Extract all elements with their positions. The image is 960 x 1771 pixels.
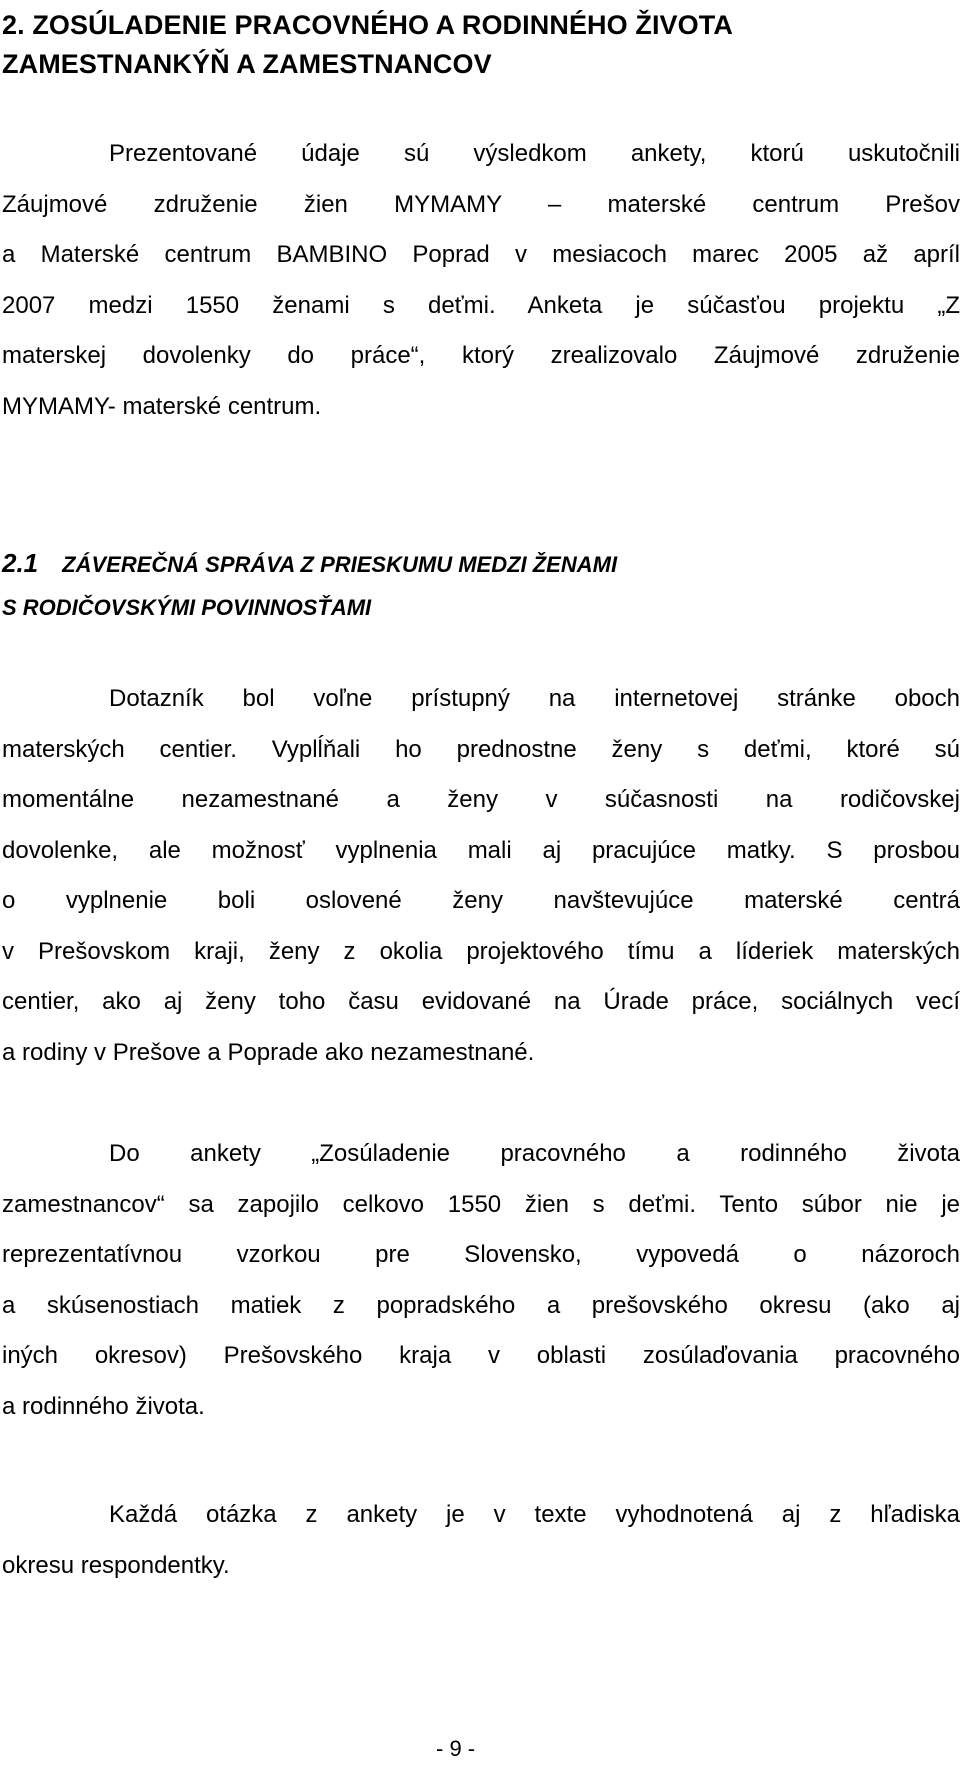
page-number: - 9 - — [436, 1736, 476, 1761]
paragraph-line: a skúsenostiach matiek z popradského a prešovského okresu (ako aj — [2, 1291, 960, 1319]
paragraph-line: zamestnancov“ sa zapojilo celkovo 1550 žien s deťmi. Tento súbor nie je — [2, 1190, 960, 1218]
paragraph-line: centier, ako aj ženy toho času evidované na Úrade práce, sociálnych vecí — [2, 988, 960, 1015]
section-heading-line-1 — [2, 542, 617, 586]
chapter-heading-line-2: ZAMESTNANKÝŇ A ZAMESTNANCOV — [2, 49, 492, 79]
paragraph-line: Záujmové združenie žien MYMAMY – materské centrum Prešov — [2, 190, 960, 218]
paragraph-line: MYMAMY- materské centrum. — [2, 392, 322, 420]
paragraph-line: 2007 medzi 1550 ženami s deťmi. Anketa je súčasťou projektu „Z — [2, 291, 960, 319]
paragraph-line: Do ankety „Zosúladenie pracovného a rodinného života — [109, 1140, 960, 1167]
paragraph-questionnaire — [2, 674, 960, 1078]
paragraph-line: okresu respondentky. — [2, 1551, 230, 1579]
paragraph-line: dovolenke, ale možnosť vyplnenia mali aj pracujúce matky. S prosbou — [2, 836, 960, 864]
paragraph-line: Dotazník bol voľne prístupný na internetovej stránke oboch — [109, 685, 960, 712]
paragraph-intro — [2, 129, 960, 432]
paragraph-line: momentálne nezamestnané a ženy v súčasnosti na rodičovskej — [2, 786, 960, 813]
paragraph-line: a rodinného života. — [2, 1392, 205, 1420]
paragraph-line: iných okresov) Prešovského kraja v oblasti zosúlaďovania pracovného — [2, 1342, 960, 1369]
chapter-heading — [2, 6, 733, 84]
paragraph-line: a Materské centrum BAMBINO Poprad v mesiacoch marec 2005 až apríl — [2, 241, 960, 268]
paragraph-line: reprezentatívnou vzorkou pre Slovensko, vypovedá o názoroch — [2, 1241, 960, 1268]
paragraph-line: materských centier. Vyplĺňali ho prednostne ženy s deťmi, ktoré sú — [2, 735, 960, 763]
paragraph-line: v Prešovskom kraji, ženy z okolia projektového tímu a líderiek materských — [2, 937, 960, 965]
section-heading-title: ZÁVEREČNÁ SPRÁVA Z PRIESKUMU MEDZI ŽENAMI — [62, 552, 618, 577]
chapter-heading-line-1: 2. ZOSÚLADENIE PRACOVNÉHO A RODINNÉHO ŽIVOTA — [2, 10, 733, 40]
paragraph-line: materskej dovolenky do práce“, ktorý zrealizovalo Záujmové združenie — [2, 342, 960, 369]
paragraph-line: Prezentované údaje sú výsledkom ankety, ktorú uskutočnili — [109, 140, 960, 167]
section-heading — [2, 542, 617, 629]
paragraph-line: Každá otázka z ankety je v texte vyhodnotená aj z hľadiska — [109, 1501, 960, 1528]
section-number: 2.1 — [2, 548, 39, 578]
paragraph-line: a rodiny v Prešove a Poprade ako nezamestnané. — [2, 1038, 535, 1066]
paragraph-line: o vyplnenie boli oslovené ženy navštevujúce materské centrá — [2, 887, 960, 914]
paragraph-survey-scope — [2, 1129, 960, 1432]
section-heading-line-2: S RODIČOVSKÝMI POVINNOSŤAMI — [2, 595, 372, 620]
paragraph-evaluation-note — [2, 1490, 960, 1591]
